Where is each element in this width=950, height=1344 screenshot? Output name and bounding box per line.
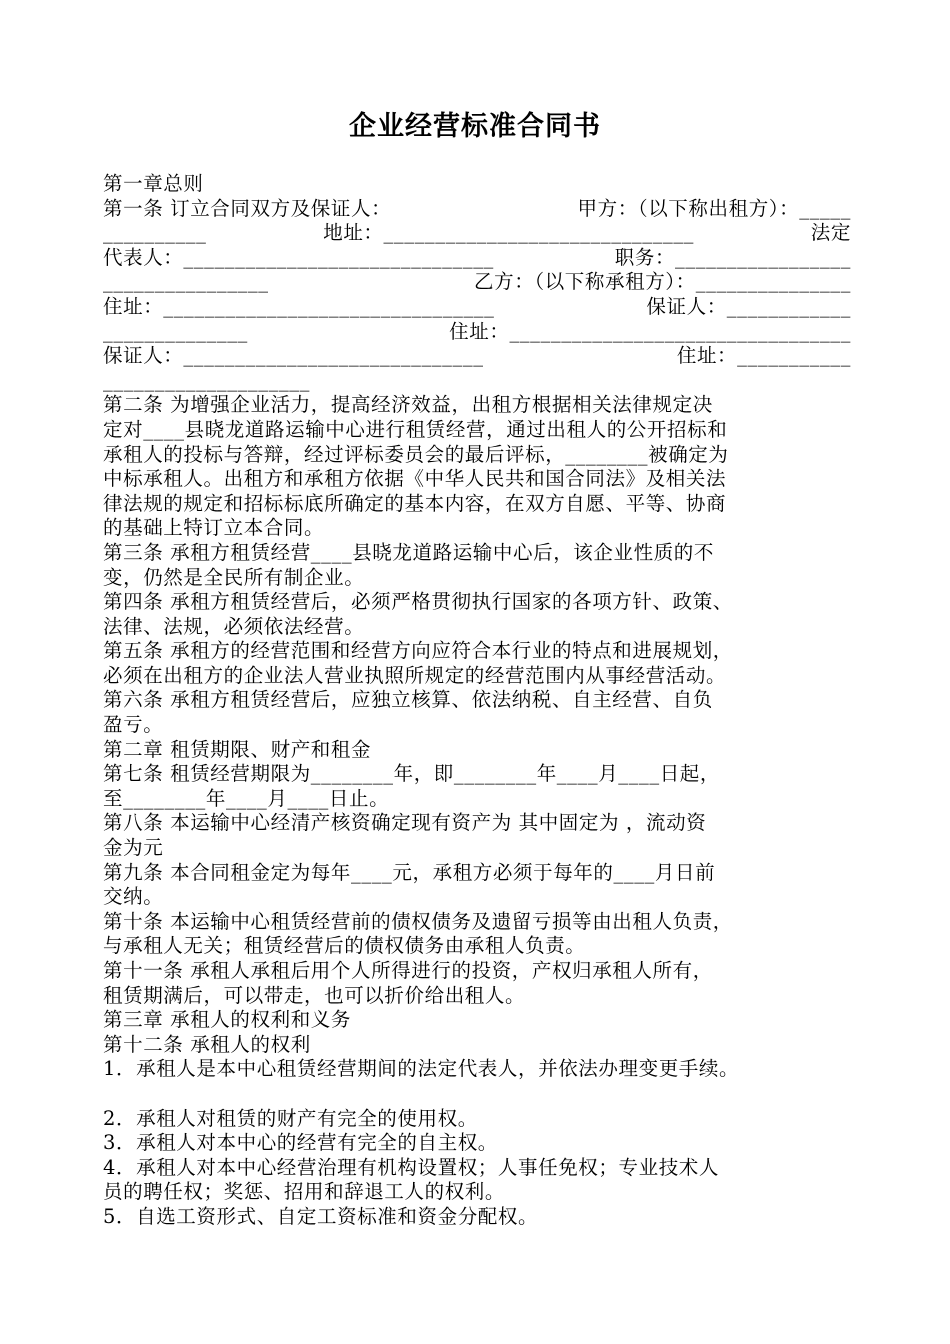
- document-line: [103, 270, 851, 295]
- document-line: 第十条 本运输中心租赁经营前的债权债务及遗留亏损等由出租人负责，: [103, 909, 733, 933]
- line-segment: 乙方：（以下称承租方）：_______________: [474, 270, 851, 294]
- document-line: 至________年____月____日止。: [103, 786, 390, 810]
- document-line: 盈亏。: [103, 713, 164, 737]
- document-line: 法律、法规，必须依法经营。: [103, 614, 365, 638]
- line-segment: 住址：________________________________: [103, 294, 495, 318]
- document-line: [103, 295, 851, 320]
- document-line: 员的聘任权；奖惩、招用和辞退工人的权利。: [103, 1180, 506, 1204]
- document-line: 定对____县晓龙道路运输中心进行租赁经营，通过出租人的公开招标和: [103, 417, 728, 441]
- document-line: 中标承租人。出租方和承租方依据《中华人民共和国合同法》及相关法: [103, 467, 727, 491]
- document-line: 第一章总则: [103, 172, 204, 195]
- document-line: 第五条 承租方的经营范围和经营方向应符合本行业的特点和进展规划，: [103, 639, 733, 663]
- document-line: 第四条 承租方租赁经营后，必须严格贯彻执行国家的各项方针、政策、: [103, 590, 733, 614]
- document-line: 第七条 租赁经营期限为________年，即________年____月____日起，: [103, 762, 720, 786]
- line-segment: ______________: [103, 319, 248, 343]
- document-line: 第十一条 承租人承租后用个人所得进行的投资，产权归承租人所有，: [103, 959, 713, 982]
- document-line: 金为元: [103, 836, 164, 860]
- document-line: 第六条 承租方租赁经营后，应独立核算、依法纳税、自主经营、自负: [103, 688, 713, 712]
- document-line: 律法规的规定和招标标底所确定的基本内容，在双方自愿、平等、协商: [103, 491, 727, 515]
- document-line: 第八条 本运输中心经清产核资确定现有资产为 其中固定为 ，流动资: [103, 811, 707, 835]
- document-line: 5．自选工资形式、自定工资标准和资金分配权。: [103, 1204, 539, 1228]
- document-line: [103, 221, 851, 246]
- line-segment: 地址：______________________________: [323, 221, 695, 245]
- document-line: [103, 197, 851, 222]
- document-line: 第二条 为增强企业活力，提高经济效益，出租方根据相关法律规定决: [103, 393, 713, 417]
- document-body: [103, 172, 851, 1230]
- document-line: 第三章 承租人的权利和义务: [103, 1008, 351, 1032]
- document-line: [103, 320, 851, 345]
- document-line: 1．承租人是本中心租赁经营期间的法定代表人，并依法办理变更手续。: [103, 1057, 740, 1081]
- document-line: 的基础上特订立本合同。: [103, 516, 325, 540]
- line-segment: __________: [103, 221, 207, 245]
- document-line: 4．承租人对本中心经营治理有机构设置权；人事任免权；专业技术人: [103, 1155, 720, 1179]
- line-segment: 保证人：_____________________________: [103, 344, 484, 368]
- document-line: 第九条 本合同租金定为每年____元，承租方必须于每年的____月日前: [103, 860, 716, 884]
- document-line: [103, 246, 851, 271]
- document-line: [103, 1082, 851, 1107]
- document-line: 3．承租人对本中心的经营有完全的自主权。: [103, 1131, 498, 1155]
- document-line: 租赁期满后，可以带走，也可以折价给出租人。: [103, 983, 526, 1007]
- line-segment: 住址：___________: [676, 344, 851, 368]
- document-title: 企业经营标准合同书: [349, 111, 601, 142]
- line-segment: 保证人：____________: [646, 294, 851, 318]
- document-line: 必须在出租方的企业法人营业执照所规定的经营范围内从事经营活动。: [103, 663, 727, 687]
- line-segment: 甲方：（以下称出租方）：_____: [577, 196, 851, 220]
- document-line: 第三条 承租方租赁经营____县晓龙道路运输中心后，该企业性质的不: [103, 540, 714, 564]
- document-line: 交纳。: [103, 885, 164, 909]
- document-line: 2．承租人对租赁的财产有完全的使用权。: [103, 1106, 478, 1130]
- line-segment: 第一条 订立合同双方及保证人：: [103, 196, 392, 220]
- line-segment: 代表人：______________________________: [103, 245, 494, 269]
- document-line: 第二章 租赁期限、财产和租金: [103, 737, 372, 761]
- document-line: 与承租人无关；租赁经营后的债权债务由承租人负责。: [103, 934, 586, 958]
- line-segment: 住址：_________________________________: [449, 319, 851, 343]
- document-line: 变，仍然是全民所有制企业。: [103, 565, 365, 589]
- document-line: 承租人的投标与答辩，经过评标委员会的最后评标，________被确定为: [103, 442, 729, 466]
- document-line: [103, 344, 851, 369]
- document-line: 第十二条 承租人的权利: [103, 1032, 311, 1056]
- line-segment: 法定: [810, 221, 851, 245]
- line-segment: 职务：_________________: [614, 245, 851, 269]
- line-segment: ________________: [103, 270, 269, 294]
- document-line: ____________________: [103, 368, 310, 392]
